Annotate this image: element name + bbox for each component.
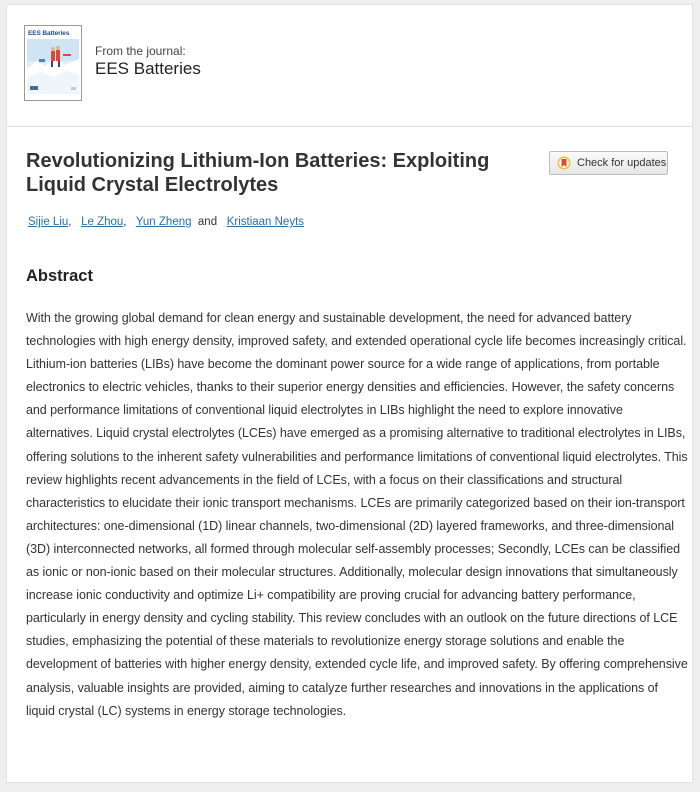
- author-link[interactable]: Yun Zheng: [135, 216, 192, 228]
- check-for-updates-button[interactable]: [549, 151, 668, 175]
- abstract-text: With the growing global demand for clean energy and sustainable development, the need for advanced battery technologies with high energy density, improved safety, and extended operational cycle life becomes increasingly critical. Lithium-ion batteries (LIBs) have become the dominant power source for a wide range of applications, from portable electronics to electric vehicles, thanks to their superior energy densities and efficiencies. However, the safety concerns and performance limitations of conventional liquid electrolytes in LIBs highlight the need to explore innovative alternatives. Liquid crystal electrolytes (LCEs) have emerged as a promising alternative to traditional electrolytes in LIBs, offering solutions to the inherent safety vulnerabilities and performance limitations of conventional liquid electrolytes. This review highlights recent advancements in the field of LCEs, with a focus on their classifications and structural characteristics to elucidate their ionic transport mechanisms. LCEs are primarily categorized based on their ion-transport architectures: one-dimensional (1D) linear channels, two-dimensional (2D) layered frameworks, and three-dimensional (3D) interconnected networks, all formed through molecular self-assembly processes; Secondly, LCEs can be classified as ionic or non-ionic based on their molecular structures. Additionally, molecular design innovations that simultaneously increase ionic conductivity and optimize Li+ compatibility are proving crucial for advancing battery performance, particularly in energy density and cycling stability. This review concludes with an outlook on the future directions of LCE studies, emphasizing the potential of these materials to revolutionize energy storage solutions and enable the development of batteries with higher energy density, extended cycle life, and improved safety. By offering comprehensive analysis, valuable insights are provided, aiming to catalyze further researches and innovations in the applications of liquid crystal (LC) systems in energy storage technologies.: [26, 311, 688, 718]
- author-list: [28, 216, 304, 228]
- author-separator: and: [197, 216, 218, 228]
- abstract-heading: Abstract: [26, 267, 93, 285]
- author-link[interactable]: Le Zhou: [81, 216, 124, 228]
- author-separator: ,: [123, 216, 127, 228]
- from-journal-label: From the journal:: [95, 44, 186, 58]
- crossmark-icon: [557, 156, 571, 170]
- cover-illustration: [27, 39, 79, 94]
- cover-title: EES Batteries: [28, 30, 70, 37]
- author-link[interactable]: Sijie Liu: [28, 216, 69, 228]
- journal-cover-image[interactable]: [24, 25, 82, 101]
- check-for-updates-label: Check for updates: [577, 157, 667, 169]
- article-card: [6, 4, 693, 783]
- author-link[interactable]: Kristiaan Neyts: [226, 216, 305, 228]
- journal-header: [7, 5, 692, 127]
- article-title: Revolutionizing Lithium-Ion Batteries: Exploiting Liquid Crystal Electrolytes: [26, 150, 490, 196]
- author-separator: ,: [68, 216, 72, 228]
- journal-name-link[interactable]: EES Batteries: [95, 59, 201, 78]
